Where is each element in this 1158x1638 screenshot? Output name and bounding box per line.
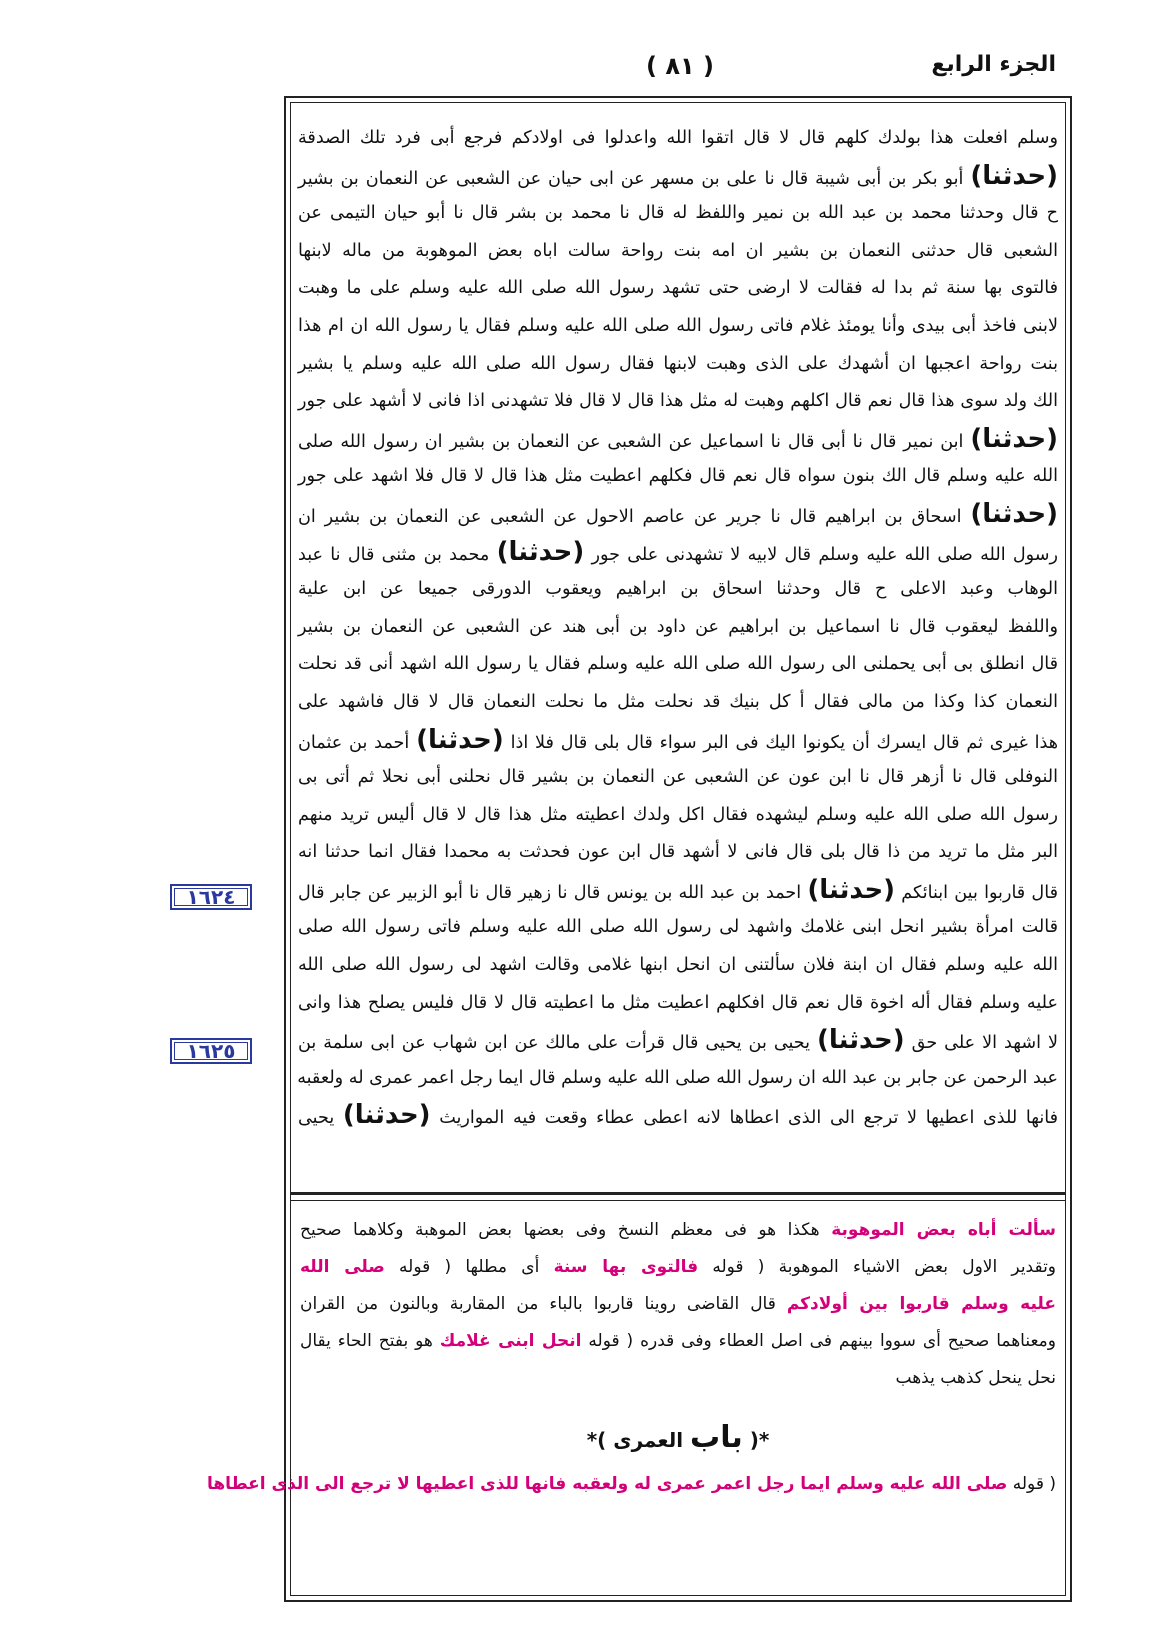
note-line xyxy=(300,1286,1056,1323)
note-highlight: صلى الله عليه وسلم ايما رجل اعمر عمرى له ولعقبه فانها للذى اعطيها لا ترجع الى الذى اعطاها xyxy=(207,1474,1008,1494)
text-line: الله عليه وسلم فقال ان ابنة فلان سألتنى ان انحل ابنها غلامى وقالت اشهد لى رسول الله صلى الله xyxy=(298,955,1058,976)
chapter-heading-open: *( xyxy=(742,1428,770,1452)
text-line: الله عليه وسلم قال الك بنون سواه قال نعم قال فكلهم اعطيت مثل هذا قال لا قال فلا اشهد على جور xyxy=(298,466,1058,487)
note-highlight: عليه وسلم قاربوا بين أولادكم xyxy=(786,1294,1056,1314)
haddathana-marker: (حدثنا) xyxy=(342,1100,431,1131)
text-line: رسول الله صلى الله عليه وسلم ليشهده فقال اكل ولدك اعطيته مثل هذا قال لا قال أليس تريد منهم xyxy=(298,804,1058,825)
page-number: ( ٨١ ) xyxy=(646,52,714,80)
text-line: الوهاب وعبد الاعلى ح قال وحدثنا اسحاق بن ابراهيم ويعقوب الدورقى جميعا عن ابن علية xyxy=(298,579,1058,600)
text-line: عليه وسلم فقال أله اخوة قال نعم قال افكلهم اعطيت مثل ما اعطيته قال لا قال فليس يصلح هذا وانى xyxy=(298,992,1058,1013)
note-text: نحل ينحل كذهب يذهب xyxy=(895,1368,1056,1388)
text-line: لابنى فاخذ أبى بيدى وأنا يومئذ غلام فاتى رسول الله صلى الله عليه وسلم فقال يا رسول الله ان ام هذا xyxy=(298,315,1058,336)
note-text: أى مطلها ( قوله xyxy=(399,1257,540,1277)
text-line: ح قال وحدثنا محمد بن عبد الله بن نمير واللفظ له قال نا محمد بن بشر قال نا أبو حيان التيمى عن xyxy=(298,203,1058,224)
text-line: (حدثنا) ابن نمير قال نا أبى قال نا اسماعيل عن الشعبى عن النعمان بن بشير ان رسول الله صلى xyxy=(298,423,1058,454)
commentary-notes xyxy=(207,1212,1057,1592)
double-rule-top xyxy=(290,1192,1066,1195)
note-highlight: صلى الله xyxy=(300,1257,385,1277)
part-title: الجزء الرابع xyxy=(931,52,1056,77)
text-line: عبد الرحمن عن جابر بن عبد الله ان رسول الله صلى الله عليه وسلم قال ايما رجل اعمر عمرى له ولعقبه xyxy=(297,1067,1058,1088)
text-line: فانها للذى اعطيها لا ترجع الى الذى اعطاها لانه اعطى عطاء وقعت فيه المواريث (حدثنا) يحيى xyxy=(298,1100,1058,1131)
note-highlight: انحل ابنى غلامك xyxy=(439,1331,582,1351)
text-line: النوفلى قال نا أزهر قال نا ابن عون عن الشعبى عن النعمان بن بشير قال نحلنى أبى نحلا ثم أتى بى xyxy=(298,767,1058,788)
text-line: (حدثنا) أبو بكر بن أبى شيبة قال نا على بن مسهر عن ابى حيان عن الشعبى عن النعمان بن بشير xyxy=(298,160,1058,191)
text-line: (حدثنا) اسحاق بن ابراهيم قال نا جرير عن عاصم الاحول عن الشعبى عن النعمان بن بشير ان xyxy=(298,498,1058,529)
note-highlight: سألت أباه بعض الموهوبة xyxy=(831,1220,1056,1240)
haddathana-marker: (حدثنا) xyxy=(817,1025,905,1056)
text-line: لا اشهد الا على حق (حدثنا) يحيى بن يحيى قال قرأت على مالك عن ابن شهاب عن ابى سلمة بن xyxy=(298,1025,1058,1056)
page-header xyxy=(280,52,1080,92)
note-text: قال القاضى روينا قاربوا بالباء من المقاربة وبالنون من القران xyxy=(300,1294,776,1314)
chapter-heading-rest: العمرى )* xyxy=(586,1428,691,1452)
text-line: قال قاربوا بين ابنائكم (حدثنا) احمد بن عبد الله بن يونس قال نا زهير قال نا أبو الزبير عن جابر قال xyxy=(298,874,1058,905)
chapter-heading xyxy=(300,1419,1056,1456)
hadith-number-1625: ١٦٢٥ xyxy=(170,1038,252,1064)
haddathana-marker: (حدثنا) xyxy=(807,874,896,905)
text-line: الك ولد سوى هذا قال نعم قال اكلهم وهبت له مثل هذا قال لا قال فلا تشهدنى اذا فانى لا أشهد على جور xyxy=(298,391,1058,412)
note-text: ( قوله xyxy=(1012,1474,1056,1494)
main-text-body xyxy=(298,120,1058,1190)
note-text: ومعناهما صحيح أى سووا بينهم فى اصل العطاء وفى قدره ( قوله xyxy=(588,1331,1056,1351)
note-text: هكذا هو فى معظم النسخ وفى بعضها بعض الموهبة وكلاهما صحيح xyxy=(300,1220,820,1240)
chapter-heading-word: باب xyxy=(690,1420,743,1455)
haddathana-marker: (حدثنا) xyxy=(970,498,1058,529)
note-line xyxy=(207,1466,1056,1503)
text-line: هذا غيرى ثم قال ايسرك أن يكونوا اليك فى البر سواء قال بلى قال فلا اذا (حدثنا) أحمد بن عثمان xyxy=(298,724,1058,755)
note-highlight: فالتوى بها سنة xyxy=(553,1257,699,1277)
note-line xyxy=(300,1360,1056,1397)
text-line: النعمان كذا وكذا من مالى فقال أ كل بنيك قد نحلت مثل ما نحلت النعمان قال لا قال فاشهد على xyxy=(298,691,1058,712)
haddathana-marker: (حدثنا) xyxy=(970,423,1058,454)
text-line: الشعبى قال حدثنى النعمان بن بشير ان امه بنت رواحة سالت اباه بعض الموهوبة من ماله لابنها xyxy=(298,240,1058,261)
text-line: وسلم افعلت هذا بولدك كلهم قال لا قال اتقوا الله واعدلوا فى اولادكم فرجع أبى فرد تلك الصدقة xyxy=(298,128,1058,148)
text-line: البر مثل ما تريد من ذا قال بلى قال فانى لا أشهد قال ابن عون فحدثت به محمدا فقال انما حدثنا انه xyxy=(298,842,1058,863)
text-line: رسول الله صلى الله عليه وسلم قال لابيه لا تشهدنى على جور (حدثنا) محمد بن مثنى قال نا عبد xyxy=(298,536,1059,567)
note-text: هو بفتح الحاء يقال xyxy=(300,1331,433,1351)
haddathana-marker: (حدثنا) xyxy=(970,160,1058,191)
text-line: فالتوى بها سنة ثم بدا له فقالت لا ارضى حتى تشهد رسول الله صلى الله عليه وسلم على ما وهبت xyxy=(298,278,1058,299)
haddathana-marker: (حدثنا) xyxy=(416,724,504,755)
text-line: واللفظ ليعقوب قال نا اسماعيل بن ابراهيم عن داود بن أبى هند عن الشعبى عن النعمان بن بشير xyxy=(298,616,1058,637)
note-line xyxy=(300,1212,1056,1249)
note-line xyxy=(300,1249,1056,1286)
haddathana-marker: (حدثنا) xyxy=(496,536,585,567)
note-text: وتقدير الاول بعض الاشياء الموهوبة ( قوله xyxy=(712,1257,1057,1277)
hadith-number-1624: ١٦٢٤ xyxy=(170,884,252,910)
double-rule-bottom xyxy=(290,1200,1066,1201)
text-line: قال انطلق بى أبى يحملنى الى رسول الله صلى الله عليه وسلم فقال يا رسول الله اشهد أنى قد نحلت xyxy=(298,654,1058,675)
text-line: بنت رواحة اعجبها ان أشهدك على الذى وهبت لابنها فقال رسول الله صلى الله عليه وسلم يا بشير xyxy=(298,353,1058,374)
note-line xyxy=(300,1323,1056,1360)
text-line: قالت امرأة بشير انحل ابنى غلامك واشهد لى رسول الله صلى الله عليه وسلم فاتى رسول الله صلى xyxy=(298,917,1058,938)
